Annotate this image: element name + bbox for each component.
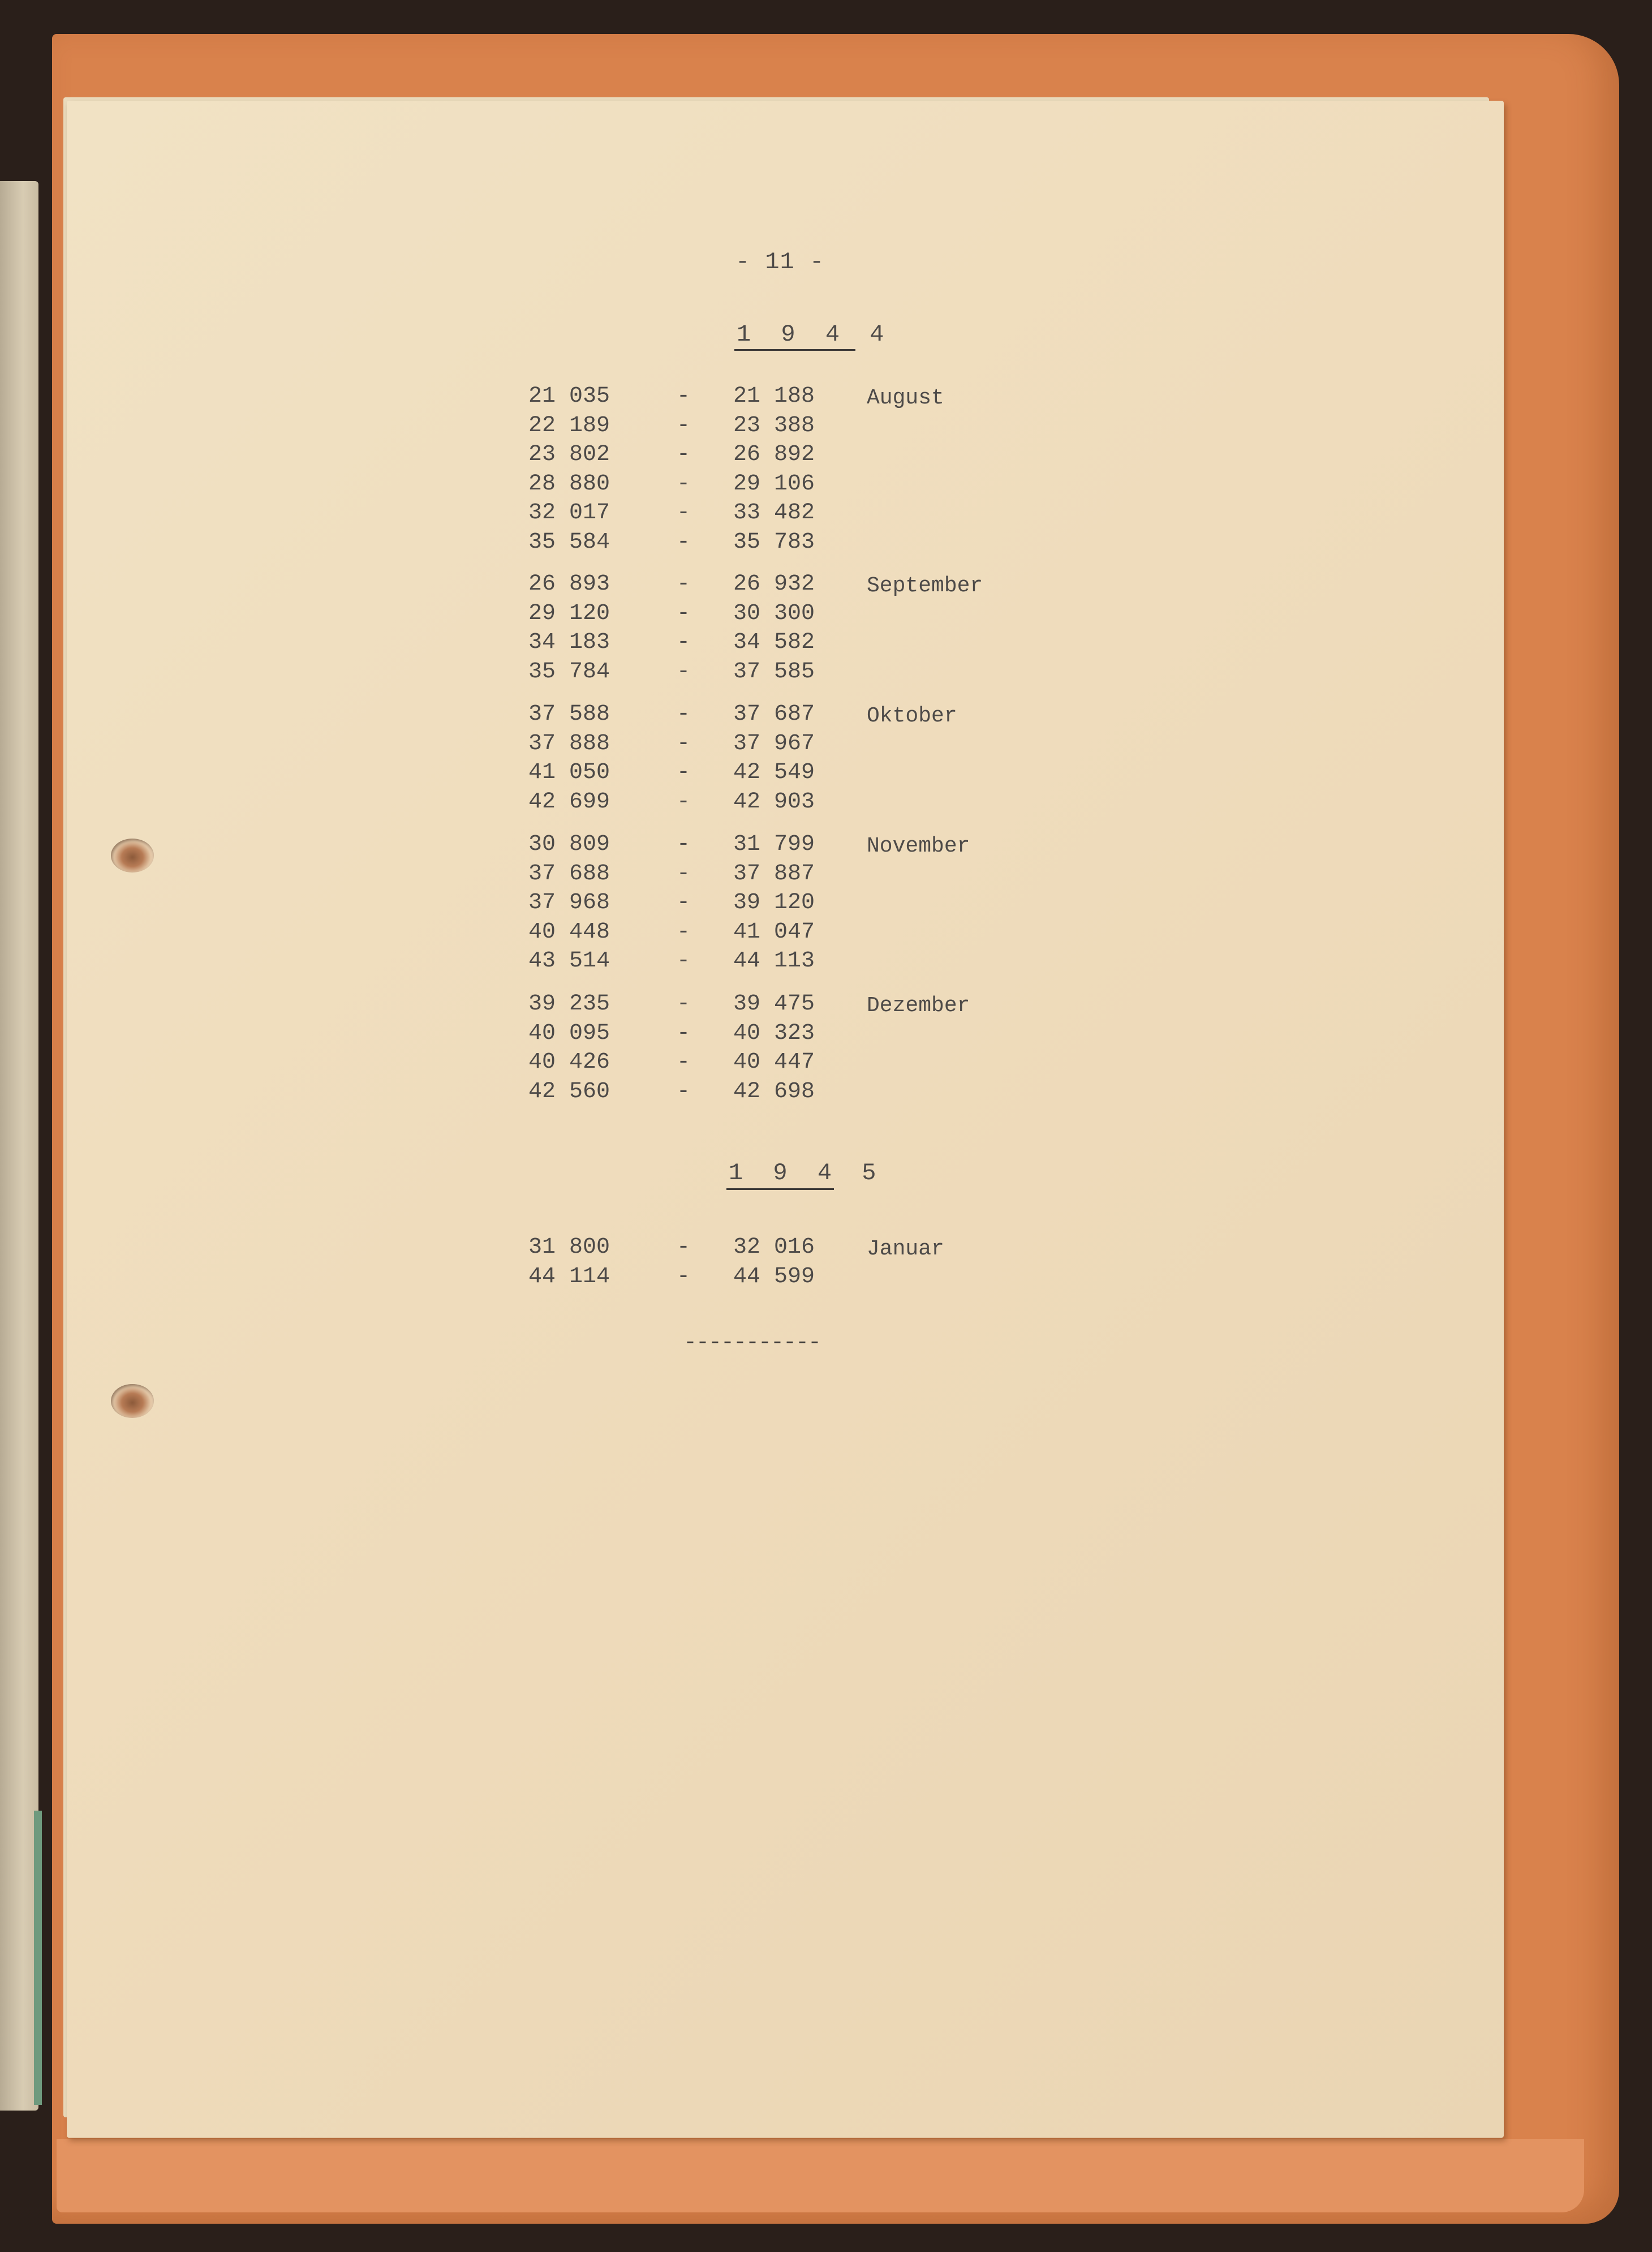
range-from: 40 095 — [528, 1020, 610, 1046]
year-underline-1944 — [734, 349, 855, 351]
range-to: 42 903 — [733, 789, 815, 815]
range-to: 37 585 — [733, 659, 815, 685]
page-number: - 11 - — [735, 248, 825, 276]
range-from: 29 120 — [528, 600, 610, 626]
range-dash: - — [677, 442, 691, 467]
range-from: 32 017 — [528, 500, 610, 526]
range-from: 37 968 — [528, 890, 610, 916]
range-to: 30 300 — [733, 600, 815, 626]
range-dash: - — [677, 412, 691, 439]
end-rule: ----------- — [683, 1330, 821, 1356]
range-dash: - — [677, 659, 691, 685]
range-dash: - — [677, 832, 691, 857]
range-to: 26 892 — [733, 442, 815, 467]
range-to: 39 120 — [733, 890, 815, 916]
range-to: 40 447 — [733, 1050, 815, 1075]
range-dash: - — [677, 1263, 691, 1290]
range-from: 23 802 — [528, 442, 610, 467]
range-dash: - — [677, 702, 691, 727]
range-from: 22 189 — [528, 412, 610, 439]
range-dash: - — [677, 630, 691, 655]
range-dash: - — [677, 919, 691, 945]
month-label: September — [867, 574, 983, 598]
range-dash: - — [677, 861, 691, 887]
range-from: 35 584 — [528, 529, 610, 555]
range-dash: - — [677, 471, 691, 497]
range-to: 34 582 — [733, 630, 815, 655]
folder-bottom-edge — [57, 2139, 1584, 2212]
range-to: 40 323 — [733, 1020, 815, 1046]
range-from: 26 893 — [528, 571, 610, 597]
range-dash: - — [677, 1020, 691, 1046]
range-dash: - — [677, 384, 691, 409]
range-from: 37 588 — [528, 702, 610, 727]
year-heading-1945: 1 9 4 5 — [729, 1159, 884, 1187]
range-dash: - — [677, 991, 691, 1017]
range-dash: - — [677, 760, 691, 785]
range-to: 23 388 — [733, 412, 815, 439]
range-from: 41 050 — [528, 760, 610, 785]
month-label: Januar — [867, 1237, 944, 1261]
range-to: 37 887 — [733, 861, 815, 887]
range-to: 41 047 — [733, 919, 815, 945]
range-to: 44 113 — [733, 948, 815, 974]
year-underline-1945 — [726, 1188, 834, 1190]
range-dash: - — [677, 571, 691, 597]
range-dash: - — [677, 600, 691, 626]
range-dash: - — [677, 500, 691, 526]
range-from: 31 800 — [528, 1235, 610, 1260]
range-from: 39 235 — [528, 991, 610, 1017]
range-dash: - — [677, 730, 691, 757]
range-to: 42 698 — [733, 1078, 815, 1104]
range-to: 37 967 — [733, 730, 815, 757]
range-to: 26 932 — [733, 571, 815, 597]
range-dash: - — [677, 890, 691, 916]
range-to: 35 783 — [733, 529, 815, 555]
adjacent-page-edge-green — [34, 1811, 42, 2105]
range-from: 42 699 — [528, 789, 610, 815]
range-from: 37 688 — [528, 861, 610, 887]
punch-hole-upper — [111, 839, 154, 873]
range-to: 21 188 — [733, 384, 815, 409]
range-dash: - — [677, 1050, 691, 1075]
month-label: Dezember — [867, 994, 970, 1018]
month-label: Oktober — [867, 704, 957, 728]
month-label: August — [867, 386, 944, 410]
range-from: 40 448 — [528, 919, 610, 945]
range-to: 33 482 — [733, 500, 815, 526]
range-dash: - — [677, 529, 691, 555]
punch-hole-lower — [111, 1384, 154, 1418]
range-from: 30 809 — [528, 832, 610, 857]
range-to: 29 106 — [733, 471, 815, 497]
range-dash: - — [677, 789, 691, 815]
range-from: 21 035 — [528, 384, 610, 409]
range-to: 37 687 — [733, 702, 815, 727]
range-from: 44 114 — [528, 1263, 610, 1290]
range-to: 44 599 — [733, 1263, 815, 1290]
range-from: 40 426 — [528, 1050, 610, 1075]
month-label: November — [867, 834, 970, 858]
adjacent-page-edge — [0, 181, 38, 2111]
range-from: 28 880 — [528, 471, 610, 497]
range-from: 43 514 — [528, 948, 610, 974]
range-from: 35 784 — [528, 659, 610, 685]
range-dash: - — [677, 1235, 691, 1260]
range-to: 32 016 — [733, 1235, 815, 1260]
range-from: 42 560 — [528, 1078, 610, 1104]
range-to: 31 799 — [733, 832, 815, 857]
range-dash: - — [677, 948, 691, 974]
range-to: 39 475 — [733, 991, 815, 1017]
range-from: 37 888 — [528, 730, 610, 757]
range-dash: - — [677, 1078, 691, 1104]
range-to: 42 549 — [733, 760, 815, 785]
year-heading-1944: 1 9 4 4 — [737, 321, 892, 348]
range-from: 34 183 — [528, 630, 610, 655]
